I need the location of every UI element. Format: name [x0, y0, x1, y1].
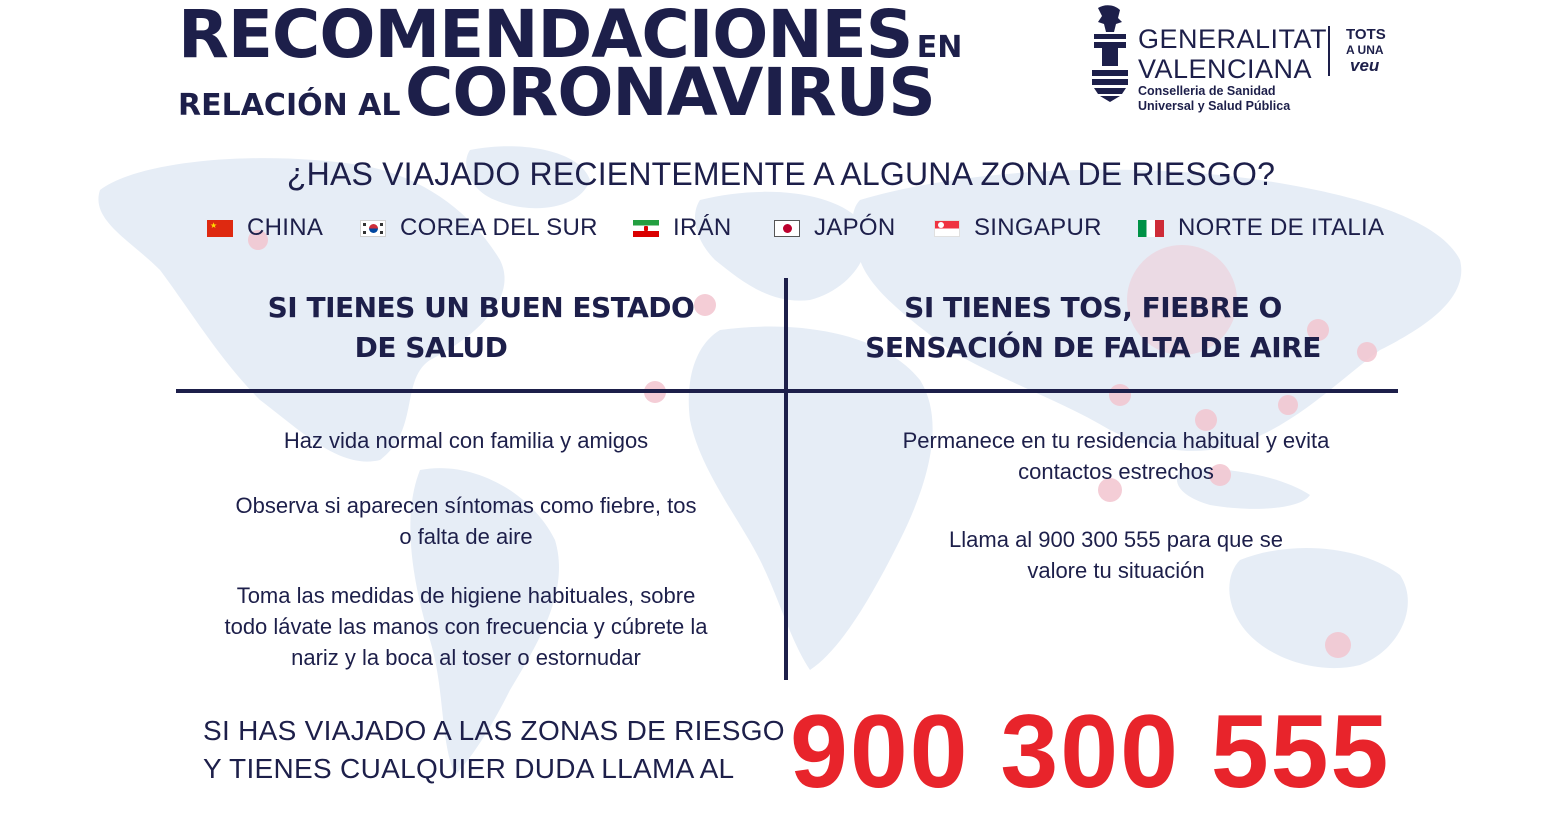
- logo-department-line-2: Universal y Salud Pública: [1138, 99, 1291, 113]
- country-name: IRÁN: [673, 214, 732, 241]
- country-italy: [1138, 214, 1384, 242]
- country-japan: [774, 214, 896, 242]
- phone-number[interactable]: 900 300 555: [790, 694, 1391, 810]
- country-south-korea: [360, 214, 598, 242]
- title-recomendaciones: RECOMENDACIONES: [178, 0, 913, 73]
- logo-generalitat: GENERALITAT: [1138, 24, 1328, 54]
- left-item-2: [166, 490, 766, 552]
- heading-line: SI TIENES TOS, FIEBRE O: [904, 291, 1282, 324]
- heading-line: DE SALUD: [354, 331, 508, 364]
- country-name: COREA DEL SUR: [400, 214, 598, 241]
- heading-line: SENSACIÓN DE FALTA DE AIRE: [865, 331, 1321, 364]
- country-china: [207, 214, 323, 242]
- footer-line: SI HAS VIAJADO A LAS ZONAS DE RIESGO: [203, 715, 785, 746]
- country-singapore: [934, 214, 1102, 242]
- title-en: EN: [916, 30, 963, 65]
- footer-line: Y TIENES CUALQUIER DUDA LLAMA AL: [203, 753, 735, 784]
- country-name: JAPÓN: [814, 214, 896, 241]
- logo-valenciana: VALENCIANA: [1138, 54, 1313, 84]
- text-line: o falta de aire: [399, 524, 533, 549]
- title-line-2: [178, 54, 935, 131]
- generalitat-logo: [1088, 4, 1408, 116]
- italy-flag-icon: [1138, 220, 1164, 237]
- country-name: NORTE DE ITALIA: [1178, 214, 1385, 241]
- heading-line: SI TIENES UN BUEN ESTADO: [267, 291, 695, 324]
- japan-flag-icon: [774, 220, 800, 237]
- logo-motto-line-1: TOTS: [1346, 26, 1386, 43]
- risk-zone-question: ¿HAS VIAJADO RECIENTEMENTE A ALGUNA ZONA DE RIESGO?: [286, 156, 1276, 192]
- left-item-3: [166, 580, 766, 673]
- text-line: Permanece en tu residencia habitual y evita: [902, 428, 1330, 453]
- text-line: Observa si aparecen síntomas como fiebre, tos: [235, 493, 697, 518]
- china-flag-icon: ★: [207, 220, 233, 237]
- title-coronavirus: CORONAVIRUS: [404, 54, 935, 131]
- text-line: Toma las medidas de higiene habituales, sobre: [236, 583, 696, 608]
- text-line: todo lávate las manos con frecuencia y cúbrete la: [224, 614, 708, 639]
- text-line: valore tu situación: [1027, 558, 1205, 583]
- crest-icon: [1088, 4, 1132, 102]
- right-item-1: [816, 425, 1416, 487]
- left-item-1: [166, 425, 766, 456]
- country-name: SINGAPUR: [974, 214, 1102, 241]
- logo-motto-line-2: A UNA: [1346, 43, 1384, 57]
- footer-message: [203, 712, 785, 788]
- left-column-heading: [176, 288, 786, 368]
- south-korea-flag-icon: [360, 220, 386, 237]
- country-name: CHINA: [247, 214, 324, 241]
- logo-motto-line-3: veu: [1350, 56, 1380, 75]
- logo-separator: [1328, 26, 1330, 76]
- text-line: Llama al 900 300 555 para que se: [949, 527, 1283, 552]
- title-relacion-al: RELACIÓN AL: [178, 88, 401, 123]
- iran-flag-icon: [633, 220, 659, 237]
- singapore-flag-icon: [934, 220, 960, 237]
- text-line: contactos estrechos: [1018, 459, 1214, 484]
- text-line: nariz y la boca al toser o estornudar: [291, 645, 641, 670]
- text-line: Haz vida normal con familia y amigos: [283, 428, 649, 453]
- logo-department-line-1: Conselleria de Sanidad: [1138, 84, 1276, 98]
- right-item-2: [816, 524, 1416, 586]
- right-column-heading: [788, 288, 1398, 368]
- country-iran: [633, 214, 732, 242]
